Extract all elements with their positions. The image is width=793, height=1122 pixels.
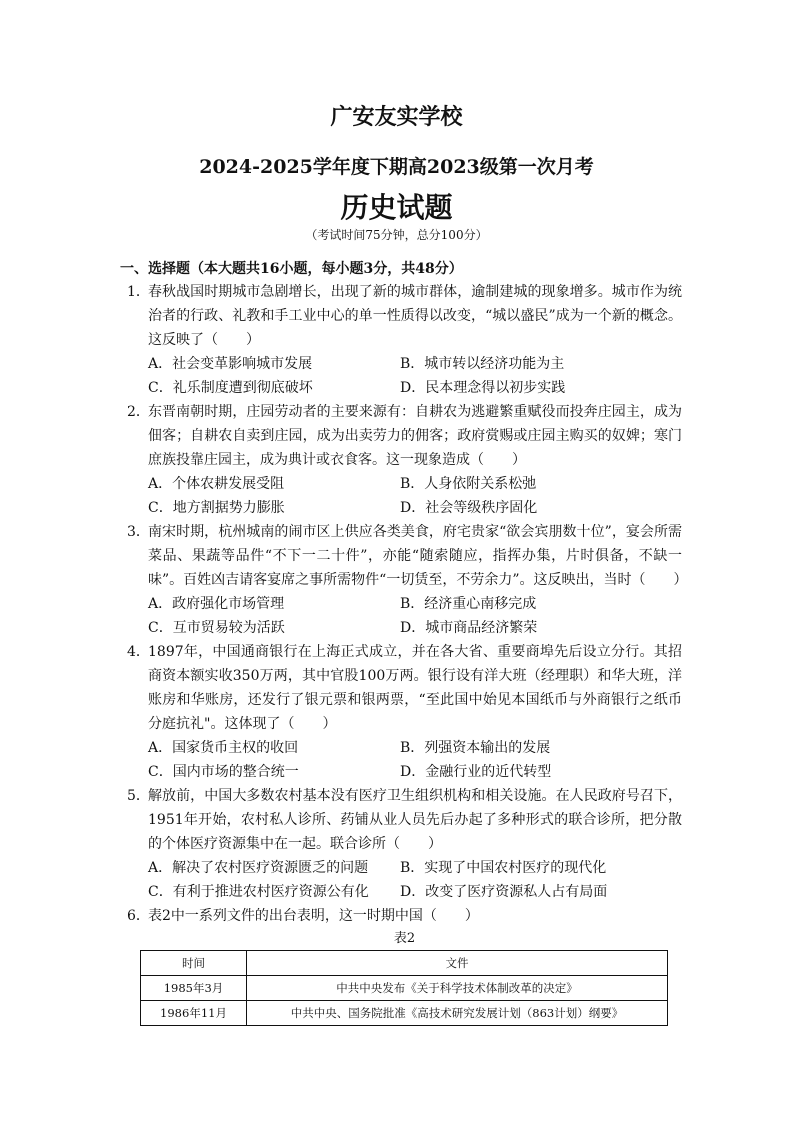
options [148,592,682,640]
header-document: 文件 [247,951,668,976]
question-1 [127,280,682,400]
table-caption: 表2 [393,931,416,946]
option-d: D．金融行业的近代转型 [400,764,552,780]
option-c: C．有利于推进农村医疗资源公有化 [148,884,369,900]
question-stem: 春秋战国时期城市急剧增长，出现了新的城市群体，逾制建城的现象增多。城市作为统治者的行政、礼教和手工业中心的单一性质得以改变，“城以盛民”成为一个新的概念。这反映了（ ） [148,284,682,348]
option-a: A．个体农耕发展受阻 [148,476,285,492]
section-title: 一、选择题（本大题共16小题，每小题3分，共48分） [120,261,463,277]
option-c: C．互市贸易较为活跃 [148,620,285,636]
option-c: C．礼乐制度遭到彻底破坏 [148,380,313,396]
option-b: B．经济重心南移完成 [400,596,537,612]
cell-time: 1985年3月 [141,976,247,1001]
question-stem: 南宋时期，杭州城南的闹市区上供应各类美食，府宅贵家“欲会宾朋数十位”，宴会所需菜品、果蔬等品件“不下一二十件”，亦能“随索随应，指挥办集，片时俱备，不缺一味”。百姓凶吉请客宴席之事所需物件“一切赁至，不劳余力”。这反映出，当时（ ） [148,524,688,588]
option-c: C．国内市场的整合统一 [148,764,299,780]
table-row [141,1001,668,1026]
question-number: 4． [127,644,150,660]
option-a: A．国家货币主权的收回 [148,740,299,756]
option-d: D．民本理念得以初步实践 [400,380,566,396]
question-number: 3． [127,524,150,540]
question-stem: 1897年，中国通商银行在上海正式成立，并在各大省、重要商埠先后设立分行。其招商资本额实收350万两，其中官股100万两。银行设有洋大班（经理职）和华大班，洋账房和华账房，还发行了银元票和银两票，“至此国中始见本国纸币与外商银行之纸币分庭抗礼"。这体现了（ ） [148,644,682,732]
question-stem: 东晋南朝时期，庄园劳动者的主要来源有：自耕农为逃避繁重赋役而投奔庄园主，成为佃客；自耕农自卖到庄园，成为出卖劳力的佣客；政府赏赐或庄园主购买的奴婢；寒门庶族投靠庄园主，成为典计或衣食客。这一现象造成（ ） [148,404,682,468]
question-number: 5． [127,788,150,804]
options [148,352,682,400]
option-c: C．地方割据势力膨胀 [148,500,285,516]
cell-time: 1986年11月 [141,1001,247,1026]
option-b: B．城市转以经济功能为主 [400,356,565,372]
option-a: A．解决了农村医疗资源匮乏的问题 [148,860,369,876]
question-list [127,280,688,1026]
option-d: D．城市商品经济繁荣 [400,620,538,636]
options [148,736,682,784]
option-b: B．实现了中国农村医疗的现代化 [400,860,607,876]
question-number: 6． [127,908,150,924]
header-time: 时间 [141,951,247,976]
table-header-row [141,951,668,976]
question-5 [127,784,682,904]
question-3 [127,520,688,640]
exam-info: （考试时间75分钟，总分100分） [305,228,488,242]
question-2 [127,400,682,520]
subject-title: 历史试题 [340,191,453,224]
options [148,856,682,904]
table-row [141,976,668,1001]
options [148,472,682,520]
option-b: B．人身依附关系松弛 [400,476,537,492]
question-number: 1． [127,284,150,300]
cell-document: 中共中央发布《关于科学技术体制改革的决定》 [247,976,668,1001]
option-d: D．改变了医疗资源私人占有局面 [400,884,608,900]
question-stem: 解放前，中国大多数农村基本没有医疗卫生组织机构和相关设施。在人民政府号召下，1951年开始，农村私人诊所、药铺从业人员先后办起了多种形式的联合诊所，把分散的个体医疗资源集中在一起。联合诊所（ ） [148,788,682,852]
question-4 [127,640,682,784]
option-d: D．社会等级秩序固化 [400,500,538,516]
option-a: A．政府强化市场管理 [148,596,285,612]
question-stem: 表2中一系列文件的出台表明，这一时期中国（ ） [148,908,479,924]
document-table [140,950,668,1026]
question-number: 2． [127,404,150,420]
cell-document: 中共中央、国务院批准《高技术研究发展计划（863计划）纲要》 [247,1001,668,1026]
exam-title: 2024-2025学年度下期高2023级第一次月考 [199,156,594,178]
option-a: A．社会变革影响城市发展 [148,356,313,372]
question-6 [127,904,682,928]
option-b: B．列强资本输出的发展 [400,740,551,756]
school-name: 广安友实学校 [330,104,463,130]
